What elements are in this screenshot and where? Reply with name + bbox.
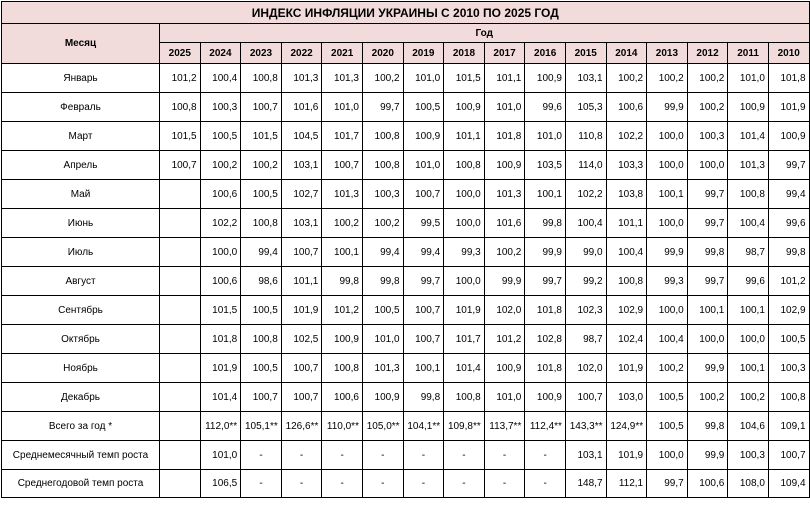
value-cell: 101,9 — [768, 93, 809, 122]
value-cell: 100,0 — [647, 151, 688, 180]
year-header: 2017 — [484, 43, 525, 64]
value-cell: 101,1 — [281, 267, 322, 296]
row-label: Декабрь — [2, 383, 160, 412]
value-cell: 100,7 — [281, 354, 322, 383]
value-cell — [160, 296, 201, 325]
value-cell: 101,2 — [484, 325, 525, 354]
value-cell: 100,9 — [484, 151, 525, 180]
row-label: Апрель — [2, 151, 160, 180]
value-cell: 100,5 — [241, 296, 282, 325]
value-cell: 99,8 — [687, 412, 728, 441]
value-cell — [160, 383, 201, 412]
value-cell: 100,0 — [647, 296, 688, 325]
value-cell: 100,5 — [200, 122, 241, 151]
value-cell: 100,8 — [160, 93, 201, 122]
year-header: 2022 — [281, 43, 322, 64]
year-header: 2010 — [768, 43, 809, 64]
value-cell: 100,6 — [606, 93, 647, 122]
value-cell: 98,7 — [728, 238, 769, 267]
value-cell: 100,6 — [200, 180, 241, 209]
value-cell: 100,3 — [362, 180, 403, 209]
value-cell: 109,8** — [444, 412, 485, 441]
value-cell: 99,7 — [687, 267, 728, 296]
value-cell: 100,7 — [403, 325, 444, 354]
table-row — [2, 180, 810, 209]
value-cell: 100,7 — [322, 151, 363, 180]
table-row — [2, 122, 810, 151]
value-cell: 102,2 — [606, 122, 647, 151]
value-cell: - — [444, 470, 485, 498]
value-cell: 100,0 — [444, 180, 485, 209]
year-header: 2012 — [687, 43, 728, 64]
year-header: 2025 — [160, 43, 201, 64]
value-cell: 112,0** — [200, 412, 241, 441]
value-cell: 101,5 — [160, 122, 201, 151]
value-cell: 109,1 — [768, 412, 809, 441]
year-header: 2021 — [322, 43, 363, 64]
value-cell: 100,8 — [606, 267, 647, 296]
value-cell: 101,8 — [768, 64, 809, 93]
table-body — [2, 64, 810, 498]
value-cell: 100,2 — [484, 238, 525, 267]
value-cell: 101,2 — [160, 64, 201, 93]
value-cell: - — [525, 441, 566, 470]
value-cell: 100,8 — [444, 383, 485, 412]
value-cell: 101,0 — [728, 64, 769, 93]
value-cell: 100,2 — [362, 209, 403, 238]
value-cell: 100,9 — [525, 64, 566, 93]
value-cell: 103,0 — [606, 383, 647, 412]
value-cell: 100,7 — [160, 151, 201, 180]
value-cell: 100,1 — [687, 296, 728, 325]
row-label: Май — [2, 180, 160, 209]
value-cell: 99,3 — [444, 238, 485, 267]
value-cell: 100,4 — [606, 238, 647, 267]
value-cell: 101,0 — [322, 93, 363, 122]
value-cell: 100,1 — [728, 354, 769, 383]
value-cell: 100,0 — [444, 209, 485, 238]
value-cell: 100,8 — [241, 325, 282, 354]
row-label: Июль — [2, 238, 160, 267]
value-cell: 101,6 — [484, 209, 525, 238]
value-cell: 100,5 — [362, 296, 403, 325]
value-cell: 100,8 — [768, 383, 809, 412]
value-cell: 101,9 — [200, 354, 241, 383]
year-header: 2018 — [444, 43, 485, 64]
table-row — [2, 151, 810, 180]
table-row — [2, 238, 810, 267]
value-cell: 100,2 — [241, 151, 282, 180]
value-cell: 100,7 — [281, 383, 322, 412]
value-cell: - — [362, 441, 403, 470]
monthly-avg-row — [2, 441, 810, 470]
value-cell: 101,8 — [484, 122, 525, 151]
value-cell: 104,1** — [403, 412, 444, 441]
year-header: 2013 — [647, 43, 688, 64]
value-cell: 102,7 — [281, 180, 322, 209]
value-cell: 105,3 — [565, 93, 606, 122]
value-cell: 103,5 — [525, 151, 566, 180]
value-cell: 109,4 — [768, 470, 809, 498]
value-cell: 100,8 — [362, 151, 403, 180]
value-cell: 100,5 — [403, 93, 444, 122]
value-cell: 101,2 — [768, 267, 809, 296]
value-cell: 100,9 — [484, 354, 525, 383]
value-cell: 112,1 — [606, 470, 647, 498]
value-cell: - — [484, 470, 525, 498]
table-row — [2, 296, 810, 325]
value-cell: 101,6 — [281, 93, 322, 122]
value-cell: 99,7 — [647, 470, 688, 498]
value-cell: - — [444, 441, 485, 470]
value-cell: 108,0 — [728, 470, 769, 498]
value-cell: 99,9 — [647, 93, 688, 122]
value-cell: 100,5 — [241, 180, 282, 209]
value-cell: 99,8 — [525, 209, 566, 238]
value-cell: 110,8 — [565, 122, 606, 151]
value-cell: 100,2 — [687, 383, 728, 412]
value-cell: 100,6 — [200, 267, 241, 296]
value-cell: 103,1 — [565, 441, 606, 470]
value-cell: 101,5 — [200, 296, 241, 325]
value-cell: 100,2 — [362, 64, 403, 93]
value-cell: 100,5 — [647, 412, 688, 441]
value-cell: 101,9 — [444, 296, 485, 325]
value-cell: 100,9 — [728, 93, 769, 122]
year-group-header: Год — [160, 24, 810, 43]
value-cell: 100,2 — [728, 383, 769, 412]
value-cell: 102,0 — [565, 354, 606, 383]
value-cell: 101,3 — [728, 151, 769, 180]
value-cell: 100,7 — [241, 93, 282, 122]
value-cell: 100,0 — [647, 441, 688, 470]
value-cell: 100,3 — [728, 441, 769, 470]
value-cell: 103,1 — [281, 209, 322, 238]
row-label: Июнь — [2, 209, 160, 238]
value-cell — [160, 180, 201, 209]
row-label: Сентябрь — [2, 296, 160, 325]
value-cell: 101,4 — [444, 354, 485, 383]
value-cell: 101,3 — [362, 354, 403, 383]
value-cell: 100,2 — [647, 354, 688, 383]
value-cell: 101,0 — [484, 93, 525, 122]
value-cell: 101,3 — [322, 64, 363, 93]
value-cell: - — [281, 470, 322, 498]
value-cell: 100,9 — [525, 383, 566, 412]
value-cell: 100,2 — [606, 64, 647, 93]
value-cell: 101,9 — [606, 354, 647, 383]
value-cell — [160, 470, 201, 498]
value-cell: 100,9 — [362, 383, 403, 412]
value-cell: 100,8 — [362, 122, 403, 151]
value-cell: 100,7 — [403, 180, 444, 209]
value-cell: 100,9 — [403, 122, 444, 151]
value-cell: 99,7 — [687, 180, 728, 209]
value-cell: 99,0 — [565, 238, 606, 267]
value-cell: - — [362, 470, 403, 498]
value-cell: 99,8 — [362, 267, 403, 296]
value-cell: 100,8 — [322, 354, 363, 383]
year-header: 2015 — [565, 43, 606, 64]
value-cell: 101,0 — [362, 325, 403, 354]
value-cell: 99,8 — [687, 238, 728, 267]
value-cell — [160, 209, 201, 238]
value-cell: 98,6 — [241, 267, 282, 296]
value-cell: 99,6 — [728, 267, 769, 296]
value-cell: 100,8 — [444, 151, 485, 180]
value-cell: - — [281, 441, 322, 470]
value-cell: - — [241, 470, 282, 498]
value-cell: 100,7 — [768, 441, 809, 470]
value-cell: 99,2 — [565, 267, 606, 296]
value-cell: 101,0 — [200, 441, 241, 470]
value-cell: 102,9 — [606, 296, 647, 325]
value-cell: - — [403, 470, 444, 498]
year-header: 2024 — [200, 43, 241, 64]
row-label: Ноябрь — [2, 354, 160, 383]
year-header: 2011 — [728, 43, 769, 64]
value-cell: 100,0 — [444, 267, 485, 296]
value-cell: 143,3** — [565, 412, 606, 441]
value-cell: 101,4 — [728, 122, 769, 151]
value-cell: 103,1 — [565, 64, 606, 93]
value-cell: 100,4 — [200, 64, 241, 93]
value-cell: 99,7 — [525, 267, 566, 296]
value-cell — [160, 267, 201, 296]
value-cell: 100,2 — [647, 64, 688, 93]
value-cell: 104,5 — [281, 122, 322, 151]
value-cell: 100,2 — [687, 64, 728, 93]
value-cell: 101,8 — [525, 354, 566, 383]
value-cell: 113,7** — [484, 412, 525, 441]
value-cell: 101,0 — [403, 151, 444, 180]
value-cell: 100,5 — [768, 325, 809, 354]
value-cell: 110,0** — [322, 412, 363, 441]
value-cell: 100,1 — [647, 180, 688, 209]
value-cell: 99,6 — [525, 93, 566, 122]
value-cell: 126,6** — [281, 412, 322, 441]
month-column-header: Месяц — [2, 24, 160, 64]
value-cell: 103,1 — [281, 151, 322, 180]
value-cell: 99,8 — [322, 267, 363, 296]
value-cell: 100,4 — [647, 325, 688, 354]
value-cell: 102,3 — [565, 296, 606, 325]
value-cell: 101,2 — [322, 296, 363, 325]
value-cell: 114,0 — [565, 151, 606, 180]
value-cell: 100,5 — [241, 354, 282, 383]
value-cell: 99,8 — [768, 238, 809, 267]
value-cell: 148,7 — [565, 470, 606, 498]
value-cell: 100,0 — [728, 325, 769, 354]
row-label: Среднегодовой темп роста — [2, 470, 160, 498]
value-cell: 103,3 — [606, 151, 647, 180]
value-cell: 100,2 — [687, 93, 728, 122]
value-cell: 100,1 — [525, 180, 566, 209]
value-cell: 100,2 — [322, 209, 363, 238]
value-cell: 102,8 — [525, 325, 566, 354]
value-cell: 99,9 — [687, 441, 728, 470]
value-cell: 100,9 — [322, 325, 363, 354]
value-cell: 99,7 — [362, 93, 403, 122]
value-cell: 100,4 — [565, 209, 606, 238]
value-cell: 100,6 — [687, 470, 728, 498]
table-row — [2, 64, 810, 93]
value-cell: 100,7 — [241, 383, 282, 412]
value-cell: 99,3 — [647, 267, 688, 296]
value-cell: 100,2 — [200, 151, 241, 180]
value-cell: 101,7 — [322, 122, 363, 151]
value-cell — [160, 354, 201, 383]
value-cell: 105,1** — [241, 412, 282, 441]
value-cell: 100,0 — [647, 122, 688, 151]
value-cell: 100,1 — [322, 238, 363, 267]
row-label: Октябрь — [2, 325, 160, 354]
value-cell: 102,2 — [565, 180, 606, 209]
row-label: Август — [2, 267, 160, 296]
value-cell: 99,7 — [403, 267, 444, 296]
value-cell — [160, 238, 201, 267]
value-cell: - — [403, 441, 444, 470]
value-cell: 101,1 — [484, 64, 525, 93]
table-row — [2, 354, 810, 383]
value-cell: 101,8 — [200, 325, 241, 354]
value-cell: 100,1 — [728, 296, 769, 325]
value-cell: 99,9 — [525, 238, 566, 267]
value-cell: 101,0 — [403, 64, 444, 93]
value-cell: 102,9 — [768, 296, 809, 325]
totals-row — [2, 412, 810, 441]
value-cell: 100,7 — [403, 296, 444, 325]
inflation-table — [1, 1, 810, 498]
value-cell: 99,9 — [484, 267, 525, 296]
value-cell: 100,0 — [687, 325, 728, 354]
row-label: Январь — [2, 64, 160, 93]
value-cell: 112,4** — [525, 412, 566, 441]
value-cell: 102,5 — [281, 325, 322, 354]
value-cell: 100,0 — [687, 151, 728, 180]
year-header: 2016 — [525, 43, 566, 64]
value-cell: 100,0 — [200, 238, 241, 267]
value-cell: 100,8 — [241, 64, 282, 93]
value-cell: 100,4 — [728, 209, 769, 238]
table-row — [2, 93, 810, 122]
value-cell: 101,7 — [444, 325, 485, 354]
value-cell: 99,6 — [768, 209, 809, 238]
annual-avg-row — [2, 470, 810, 498]
value-cell: 99,4 — [768, 180, 809, 209]
table-row — [2, 325, 810, 354]
value-cell: 101,0 — [525, 122, 566, 151]
value-cell: 99,8 — [403, 383, 444, 412]
year-header: 2019 — [403, 43, 444, 64]
value-cell: 100,0 — [647, 209, 688, 238]
row-label: Март — [2, 122, 160, 151]
value-cell: 99,4 — [362, 238, 403, 267]
value-cell: 99,7 — [687, 209, 728, 238]
value-cell: 106,5 — [200, 470, 241, 498]
value-cell — [160, 325, 201, 354]
value-cell: 101,4 — [200, 383, 241, 412]
value-cell: 101,3 — [322, 180, 363, 209]
value-cell: 99,9 — [647, 238, 688, 267]
row-label: Среднемесячный темп роста — [2, 441, 160, 470]
value-cell: - — [241, 441, 282, 470]
value-cell: 101,0 — [484, 383, 525, 412]
value-cell: 103,8 — [606, 180, 647, 209]
value-cell: 101,9 — [606, 441, 647, 470]
value-cell: 105,0** — [362, 412, 403, 441]
value-cell: - — [322, 470, 363, 498]
value-cell: 101,9 — [281, 296, 322, 325]
year-header: 2014 — [606, 43, 647, 64]
value-cell: 124,9** — [606, 412, 647, 441]
year-header: 2023 — [241, 43, 282, 64]
value-cell: 99,5 — [403, 209, 444, 238]
value-cell — [160, 441, 201, 470]
value-cell: 100,6 — [322, 383, 363, 412]
value-cell: 101,5 — [241, 122, 282, 151]
value-cell: 100,8 — [728, 180, 769, 209]
value-cell: 101,3 — [484, 180, 525, 209]
value-cell: 100,7 — [565, 383, 606, 412]
value-cell: 100,8 — [241, 209, 282, 238]
value-cell: 104,6 — [728, 412, 769, 441]
table-row — [2, 267, 810, 296]
value-cell: - — [525, 470, 566, 498]
value-cell: 100,3 — [200, 93, 241, 122]
value-cell — [160, 412, 201, 441]
value-cell: 101,3 — [281, 64, 322, 93]
value-cell: 101,8 — [525, 296, 566, 325]
value-cell: 100,9 — [768, 122, 809, 151]
value-cell: 98,7 — [565, 325, 606, 354]
value-cell: 101,1 — [606, 209, 647, 238]
value-cell: - — [484, 441, 525, 470]
value-cell: 100,3 — [768, 354, 809, 383]
value-cell: 101,1 — [444, 122, 485, 151]
value-cell: 100,9 — [444, 93, 485, 122]
value-cell: 100,7 — [281, 238, 322, 267]
value-cell: 102,0 — [484, 296, 525, 325]
row-label: Февраль — [2, 93, 160, 122]
value-cell: 102,4 — [606, 325, 647, 354]
value-cell: - — [322, 441, 363, 470]
value-cell: 99,4 — [403, 238, 444, 267]
table-row — [2, 383, 810, 412]
row-label: Всего за год * — [2, 412, 160, 441]
value-cell: 101,5 — [444, 64, 485, 93]
year-header: 2020 — [362, 43, 403, 64]
table-row — [2, 209, 810, 238]
value-cell: 100,1 — [403, 354, 444, 383]
value-cell: 99,7 — [768, 151, 809, 180]
value-cell: 100,5 — [647, 383, 688, 412]
value-cell: 99,4 — [241, 238, 282, 267]
value-cell: 102,2 — [200, 209, 241, 238]
value-cell: 99,9 — [687, 354, 728, 383]
value-cell: 100,3 — [687, 122, 728, 151]
table-title: ИНДЕКС ИНФЛЯЦИИ УКРАИНЫ С 2010 ПО 2025 ГОД — [2, 2, 810, 24]
